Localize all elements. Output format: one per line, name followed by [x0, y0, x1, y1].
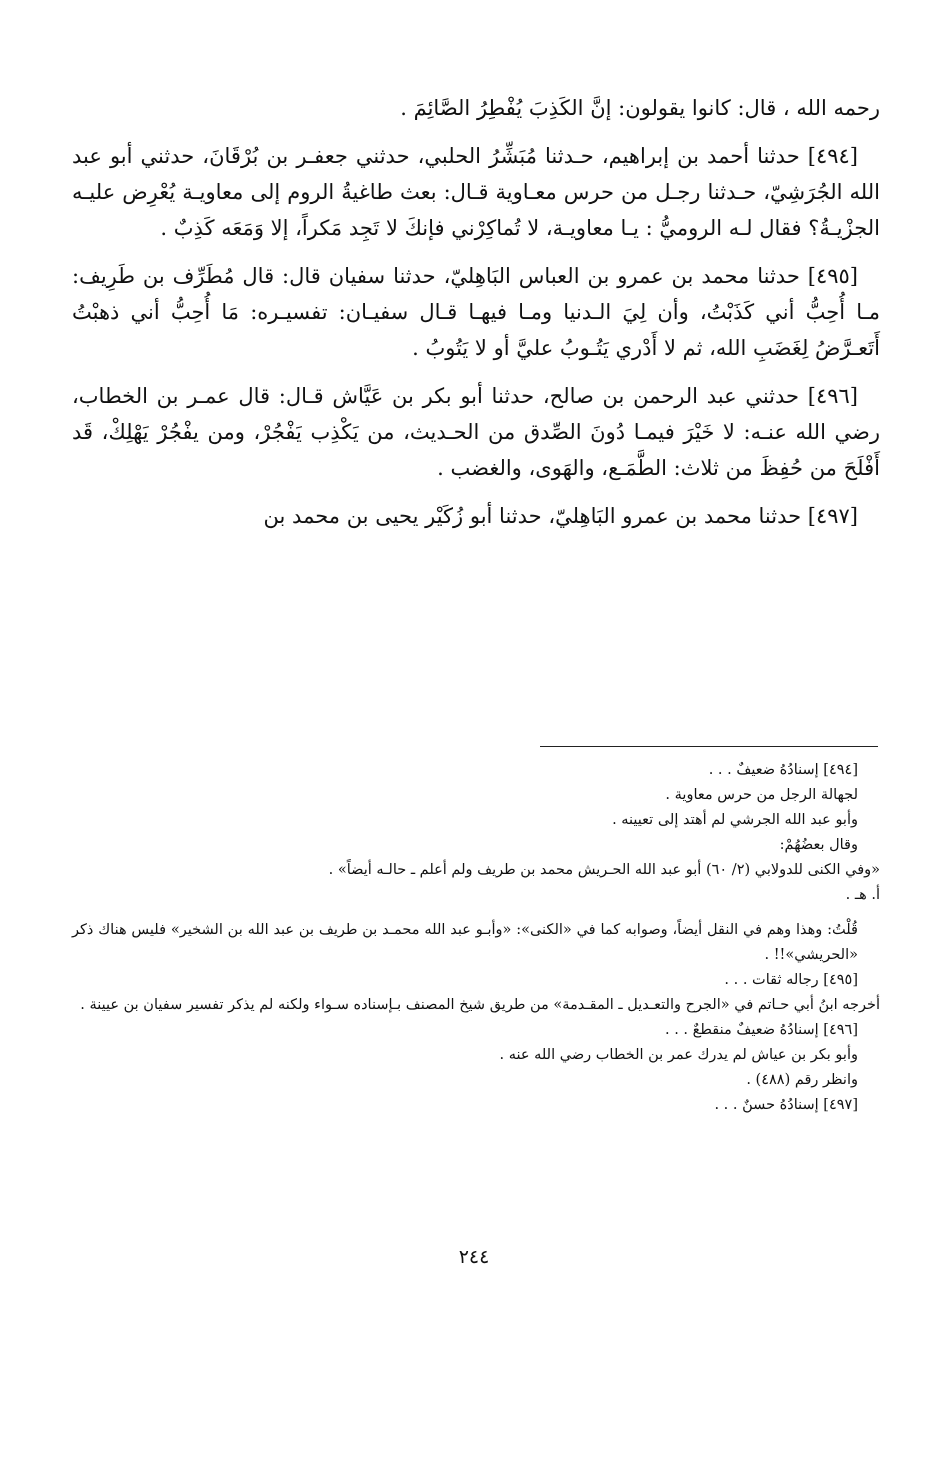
hadith-496: [٤٩٦] حدثني عبد الرحمن بن صالح، حدثنا أبو بكر بن عَيَّاش قـال: قال عمـر بن الخطاب، رضي الله عنـه: لا خَيْرَ فيمـا دُونَ الصِّدق من الحـديث، من يَكْذِب يَفْجُرْ، ومن يفْجُرْ يَهْلِكْ، قَد أَفْلَحَ من حُفِظَ من ثلاث: الطَّمَـع، والهَوى، والغضب .: [72, 384, 880, 480]
page-number: ٢٤٤: [458, 1246, 490, 1268]
hadith-495: [٤٩٥] حدثنا محمد بن عمرو بن العباس البَاهِليّ، حدثنا سفيان قال: قال مُطَرِّف بن طَرِيف: مـا أُحِبُّ أني كَذَبْتُ، وأن لِيَ الـدنيا ومـا فيهـا قـال سفيـان: تفسيـره: مَا أُحِبُّ أني ذهبْتُ أَتَعـرَّضُ لِغَضَبِ الله، ثم لا أَدْري يَتُـوبُ عليَّ أو لا يَتُوبُ .: [72, 264, 880, 360]
footnote-line: وأبو بكر بن عياش لم يدرك عمر بن الخطاب رضي الله عنه .: [499, 1047, 858, 1063]
footnote-line: «وفي الكنى للدولابي (٢/ ٦٠) أبو عبد الله الحـريش محمد بن طريف ولم أعلم ـ حالـه أيضاً» .: [328, 862, 880, 878]
footnote-line: وقال بعضُهُمْ:: [779, 837, 858, 853]
footnote-divider: [540, 746, 878, 747]
footnote-line: وأبو عبد الله الجرشي لم أهتد إلى تعيينه .: [612, 812, 858, 828]
main-text: [72, 90, 880, 546]
footnote-line: لجهالة الرجل من حرس معاوية .: [665, 787, 858, 803]
footnote-line: وانظر رقم (٤٨٨) .: [746, 1072, 858, 1088]
footnote-line: أ. هـ .: [845, 887, 880, 903]
hadith-494: [٤٩٤] حدثنا أحمد بن إبراهيم، حـدثنا مُبَشِّرُ الحلبي، حدثني جعفـر بن بُرْقَانَ، حدثني أبو عبد الله الجُرَشِيّ، حـدثنا رجـل من حرس معـاوية قـال: بعث طاغيةُ الروم إلى معاويـة يُعْرِض عليـه الجزْيـةُ؟ فقال لـه الروميُّ : يـا معاويـة، لا تُماكِرْني فإنكَ لا تَجِد مَكراً، إلا وَمَعَه كَذِبٌ .: [72, 144, 880, 240]
footnote-line: [٤٩٧] إسنادُهُ حسنٌ . . .: [714, 1097, 858, 1113]
hadith-497: [٤٩٧] حدثنا محمد بن عمرو البَاهِليّ، حدثنا أبو زُكَيْر يحيى بن محمد بن: [263, 504, 858, 528]
footnote-line: قُلْتُ: وهذا وهم في النقل أيضاً، وصوابه كما في «الكنى»: «وأبـو عبد الله محمـد بن طريف بن عبد الله بن الشخير» فليس هناك ذكر «الحريشي»!! .: [72, 922, 858, 963]
footnote-line: [٤٩٤] إسنادُهُ ضعيفٌ . . .: [708, 762, 858, 778]
footnotes: [72, 758, 880, 1118]
footnote-line: [٤٩٥] رجاله ثقات . . .: [724, 972, 858, 988]
footnote-line: [٤٩٦] إسنادُهُ ضعيفٌ منقطعٌ . . .: [665, 1022, 858, 1038]
continuation-line: رحمه الله ، قال: كانوا يقولون: إنَّ الكَذِبَ يُفْطِرُ الصَّائِمَ .: [400, 96, 880, 120]
footnote-line: أخرجه ابنُ أبي حـاتم في «الجرح والتعـديل ـ المقـدمة» من طريق شيخ المصنف بـإسناده سـواء ولكنه لم يذكر تفسير سفيان بن عيينة .: [80, 997, 880, 1013]
